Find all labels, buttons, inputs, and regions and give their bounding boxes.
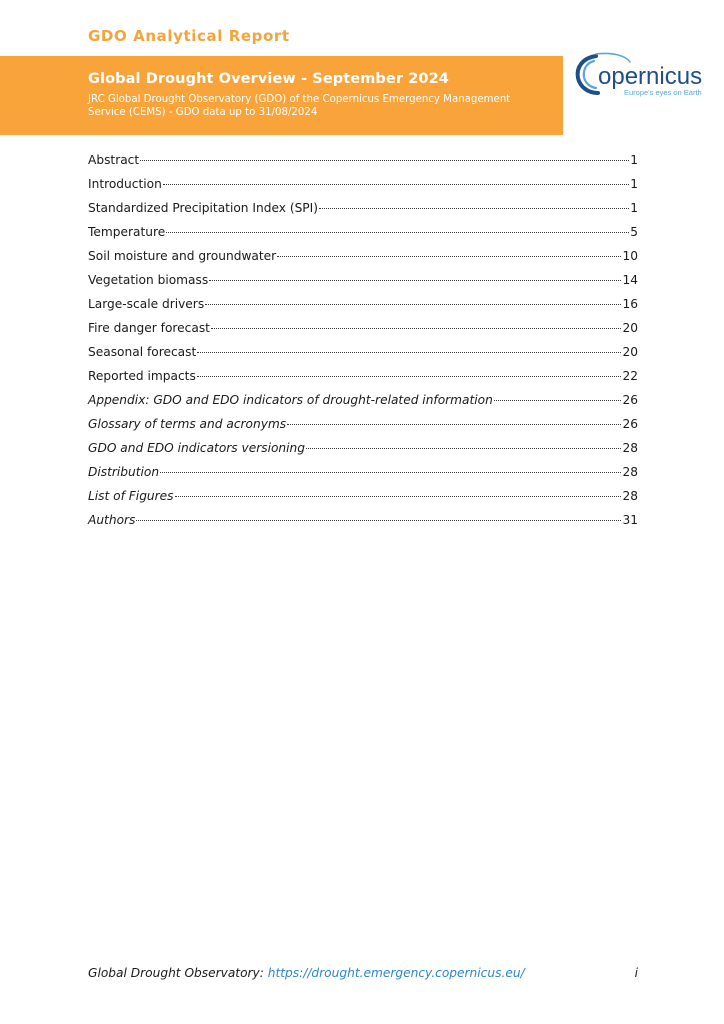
toc-dot-leader bbox=[140, 160, 629, 161]
logo-tagline: Europe's eyes on Earth bbox=[624, 88, 702, 97]
toc-entry-page: 1 bbox=[630, 153, 638, 167]
toc-item bbox=[88, 249, 638, 273]
toc-entry-link[interactable] bbox=[88, 393, 638, 417]
report-subtitle: JRC Global Drought Observatory (GDO) of the Copernicus Emergency Management Service (CEMS) - GDO data up to 31/08/2024 bbox=[88, 94, 511, 118]
toc-entry-title: Authors bbox=[88, 513, 136, 527]
toc-entry-title: Reported impacts bbox=[88, 369, 196, 383]
toc-entry-link[interactable] bbox=[88, 249, 638, 273]
toc-entry-title: Glossary of terms and acronyms bbox=[88, 417, 287, 431]
toc-item bbox=[88, 465, 638, 489]
logo-wordmark: opernicus bbox=[598, 63, 703, 90]
toc-entry-title: Vegetation biomass bbox=[88, 273, 209, 287]
toc-entry-page: 1 bbox=[630, 177, 638, 191]
toc-entry-title: Large-scale drivers bbox=[88, 297, 205, 311]
toc-entry-title: GDO and EDO indicators versioning bbox=[88, 441, 306, 455]
toc-dot-leader bbox=[160, 472, 621, 473]
toc-entry-page: 22 bbox=[622, 369, 638, 383]
toc-entry-link[interactable] bbox=[88, 225, 638, 249]
toc-item bbox=[88, 177, 638, 201]
toc-entry-page: 26 bbox=[622, 417, 638, 431]
toc-item bbox=[88, 321, 638, 345]
toc-entry-title: Soil moisture and groundwater bbox=[88, 249, 277, 263]
toc-dot-leader bbox=[175, 496, 622, 497]
toc-entry-page: 5 bbox=[630, 225, 638, 239]
copernicus-logo bbox=[574, 50, 704, 100]
page-number: i bbox=[634, 966, 638, 980]
toc-entry-title: Standardized Precipitation Index (SPI) bbox=[88, 201, 319, 215]
toc-entry-page: 20 bbox=[622, 345, 638, 359]
toc-entry-page: 14 bbox=[622, 273, 638, 287]
copernicus-orbit-icon bbox=[574, 50, 704, 100]
toc-item bbox=[88, 153, 638, 177]
toc-dot-leader bbox=[319, 208, 629, 209]
toc-item bbox=[88, 225, 638, 249]
toc-entry-title: Appendix: GDO and EDO indicators of drought-related information bbox=[88, 393, 493, 407]
report-title: Global Drought Overview - September 2024 bbox=[88, 71, 449, 87]
page-footer bbox=[88, 966, 638, 980]
toc-entry-link[interactable] bbox=[88, 321, 638, 345]
toc-entry-title: Abstract bbox=[88, 153, 140, 167]
toc-item bbox=[88, 393, 638, 417]
toc-entry-link[interactable] bbox=[88, 177, 638, 201]
report-label: GDO Analytical Report bbox=[88, 27, 290, 45]
toc-dot-leader bbox=[494, 400, 622, 401]
header-banner bbox=[0, 56, 563, 135]
footer-label: Global Drought Observatory: bbox=[88, 966, 268, 980]
toc-entry-page: 28 bbox=[622, 441, 638, 455]
toc-dot-leader bbox=[277, 256, 621, 257]
toc-entry-link[interactable] bbox=[88, 273, 638, 297]
toc-entry-title: Temperature bbox=[88, 225, 166, 239]
toc-entry-link[interactable] bbox=[88, 417, 638, 441]
toc-entry-link[interactable] bbox=[88, 345, 638, 369]
toc-dot-leader bbox=[205, 304, 621, 305]
toc-entry-link[interactable] bbox=[88, 369, 638, 393]
toc-entry-page: 20 bbox=[622, 321, 638, 335]
toc-item bbox=[88, 297, 638, 321]
toc-entry-title: Introduction bbox=[88, 177, 162, 191]
toc-item bbox=[88, 513, 638, 537]
toc-dot-leader bbox=[211, 328, 622, 329]
toc-dot-leader bbox=[163, 184, 629, 185]
toc-entry-page: 28 bbox=[622, 465, 638, 479]
toc-entry-page: 16 bbox=[622, 297, 638, 311]
toc-entry-page: 1 bbox=[630, 201, 638, 215]
toc-entry-link[interactable] bbox=[88, 297, 638, 321]
toc-entry-link[interactable] bbox=[88, 489, 638, 513]
toc-entry-page: 10 bbox=[622, 249, 638, 263]
toc-entry-link[interactable] bbox=[88, 441, 638, 465]
toc-item bbox=[88, 273, 638, 297]
toc-entry-page: 31 bbox=[622, 513, 638, 527]
toc-dot-leader bbox=[306, 448, 621, 449]
toc-entry-page: 28 bbox=[622, 489, 638, 503]
toc-entry-title: Seasonal forecast bbox=[88, 345, 197, 359]
footer-citation bbox=[88, 966, 525, 980]
toc-dot-leader bbox=[197, 352, 621, 353]
toc-entry-title: List of Figures bbox=[88, 489, 174, 503]
toc-entry-page: 26 bbox=[622, 393, 638, 407]
toc-item bbox=[88, 489, 638, 513]
toc-dot-leader bbox=[209, 280, 621, 281]
toc-entry-link[interactable] bbox=[88, 513, 638, 537]
toc-item bbox=[88, 417, 638, 441]
toc-item bbox=[88, 345, 638, 369]
toc-entry-title: Distribution bbox=[88, 465, 160, 479]
table-of-contents bbox=[88, 153, 638, 537]
toc-item bbox=[88, 201, 638, 225]
toc-dot-leader bbox=[287, 424, 621, 425]
toc-entry-link[interactable] bbox=[88, 465, 638, 489]
toc-entry-link[interactable] bbox=[88, 153, 638, 177]
toc-entry-title: Fire danger forecast bbox=[88, 321, 210, 335]
toc-entry-link[interactable] bbox=[88, 201, 638, 225]
toc-item bbox=[88, 369, 638, 393]
toc-dot-leader bbox=[166, 232, 629, 233]
toc-item bbox=[88, 441, 638, 465]
footer-url-link[interactable]: https://drought.emergency.copernicus.eu/ bbox=[267, 966, 525, 980]
toc-dot-leader bbox=[136, 520, 621, 521]
toc-dot-leader bbox=[197, 376, 622, 377]
